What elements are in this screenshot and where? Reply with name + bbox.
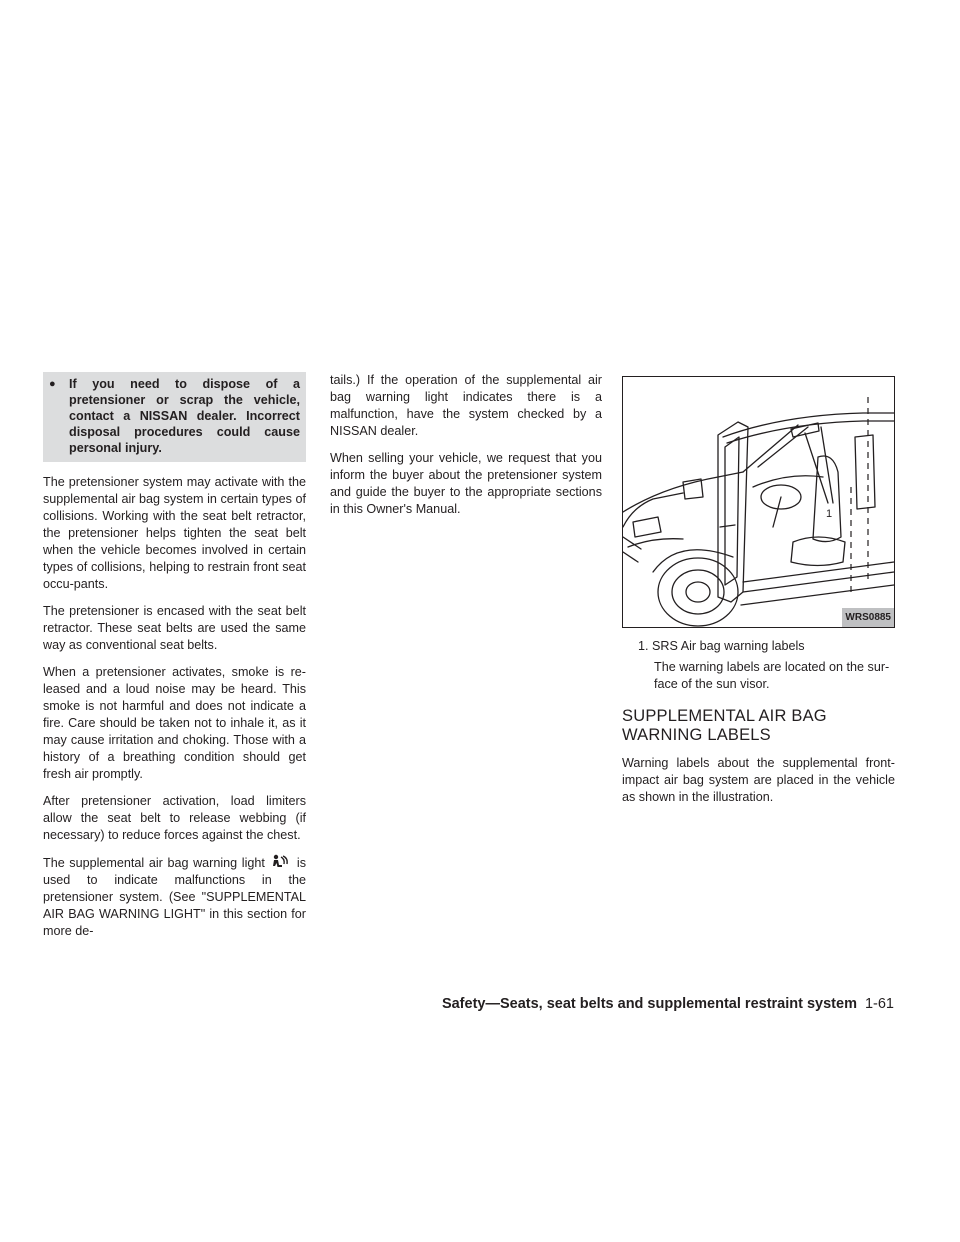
left-column — [43, 372, 306, 950]
vehicle-illustration — [622, 376, 895, 628]
section-heading — [622, 707, 895, 745]
warning-bullet: ● — [49, 378, 56, 390]
right-column — [622, 376, 895, 816]
vehicle-drawing — [623, 377, 894, 627]
middle-column — [330, 372, 602, 528]
paragraph-activation: The pretensioner system may activate with the supplemental air bag system in certain types of collisions. Working with the seat belt retractor, the pretensioner helps tighten the seat belt when the vehicle becomes involved in certain types of collisions, helping to restrain front seat occu-pants. — [43, 475, 306, 591]
warning-light-text-after: is used to indicate malfunctions in the pretensioner system. (See "SUPPLEMENTAL AIR BAG WARNING LIGHT" in this section for more de- — [43, 856, 306, 938]
airbag-warning-icon — [269, 854, 293, 870]
paragraph-encased: The pretensioner is encased with the seat belt retractor. These seat belts are used the same way as conventional seat belts. — [43, 604, 306, 652]
figure-callout-1: 1 — [826, 508, 833, 520]
paragraph-warning-light — [43, 854, 306, 940]
caption-sub: The warning labels are located on the sur-face of the sun visor. — [654, 660, 890, 691]
section-heading-line1: SUPPLEMENTAL AIR BAG — [622, 707, 827, 725]
paragraph-malfunction: tails.) If the operation of the supplemental air bag warning light indicates there is a malfunction, have the system checked by a NISSAN dealer. — [330, 373, 602, 438]
paragraph-load-limiters: After pretensioner activation, load limiters allow the seat belt to release webbing (if necessary) to reduce forces against the chest. — [43, 794, 306, 842]
paragraph-selling: When selling your vehicle, we request that you inform the buyer about the pretensioner system and guide the buyer to the appropriate sections in this Owner's Manual. — [330, 451, 602, 516]
warning-text: If you need to dispose of a pretensioner or scrap the vehicle, contact a NISSAN dealer. Incorrect disposal procedures could cause personal injury. — [69, 377, 300, 455]
footer-title: Safety—Seats, seat belts and supplemental restraint system — [441, 996, 857, 1012]
paragraph-smoke: When a pretensioner activates, smoke is re-leased and a loud noise may be heard. This smoke is not harmful and does not indicate a fire. Care should be taken not to inhale it, as it may cause irritation and choking. Those with a history of a breathing condition should get fresh air promptly. — [43, 665, 306, 781]
caption-item: 1. SRS Air bag warning labels — [638, 639, 805, 653]
warning-box — [43, 372, 306, 462]
figure-code: WRS0885 — [842, 608, 894, 627]
figure-caption — [638, 638, 895, 693]
section-heading-line2: WARNING LABELS — [622, 726, 771, 744]
warning-light-text-before: The supplemental air bag warning light — [43, 856, 265, 870]
page-footer — [400, 996, 894, 1012]
section-body: Warning labels about the supplemental front-impact air bag system are placed in the vehicle as shown in the illustration. — [622, 756, 895, 804]
page-number: 1-61 — [864, 996, 894, 1012]
